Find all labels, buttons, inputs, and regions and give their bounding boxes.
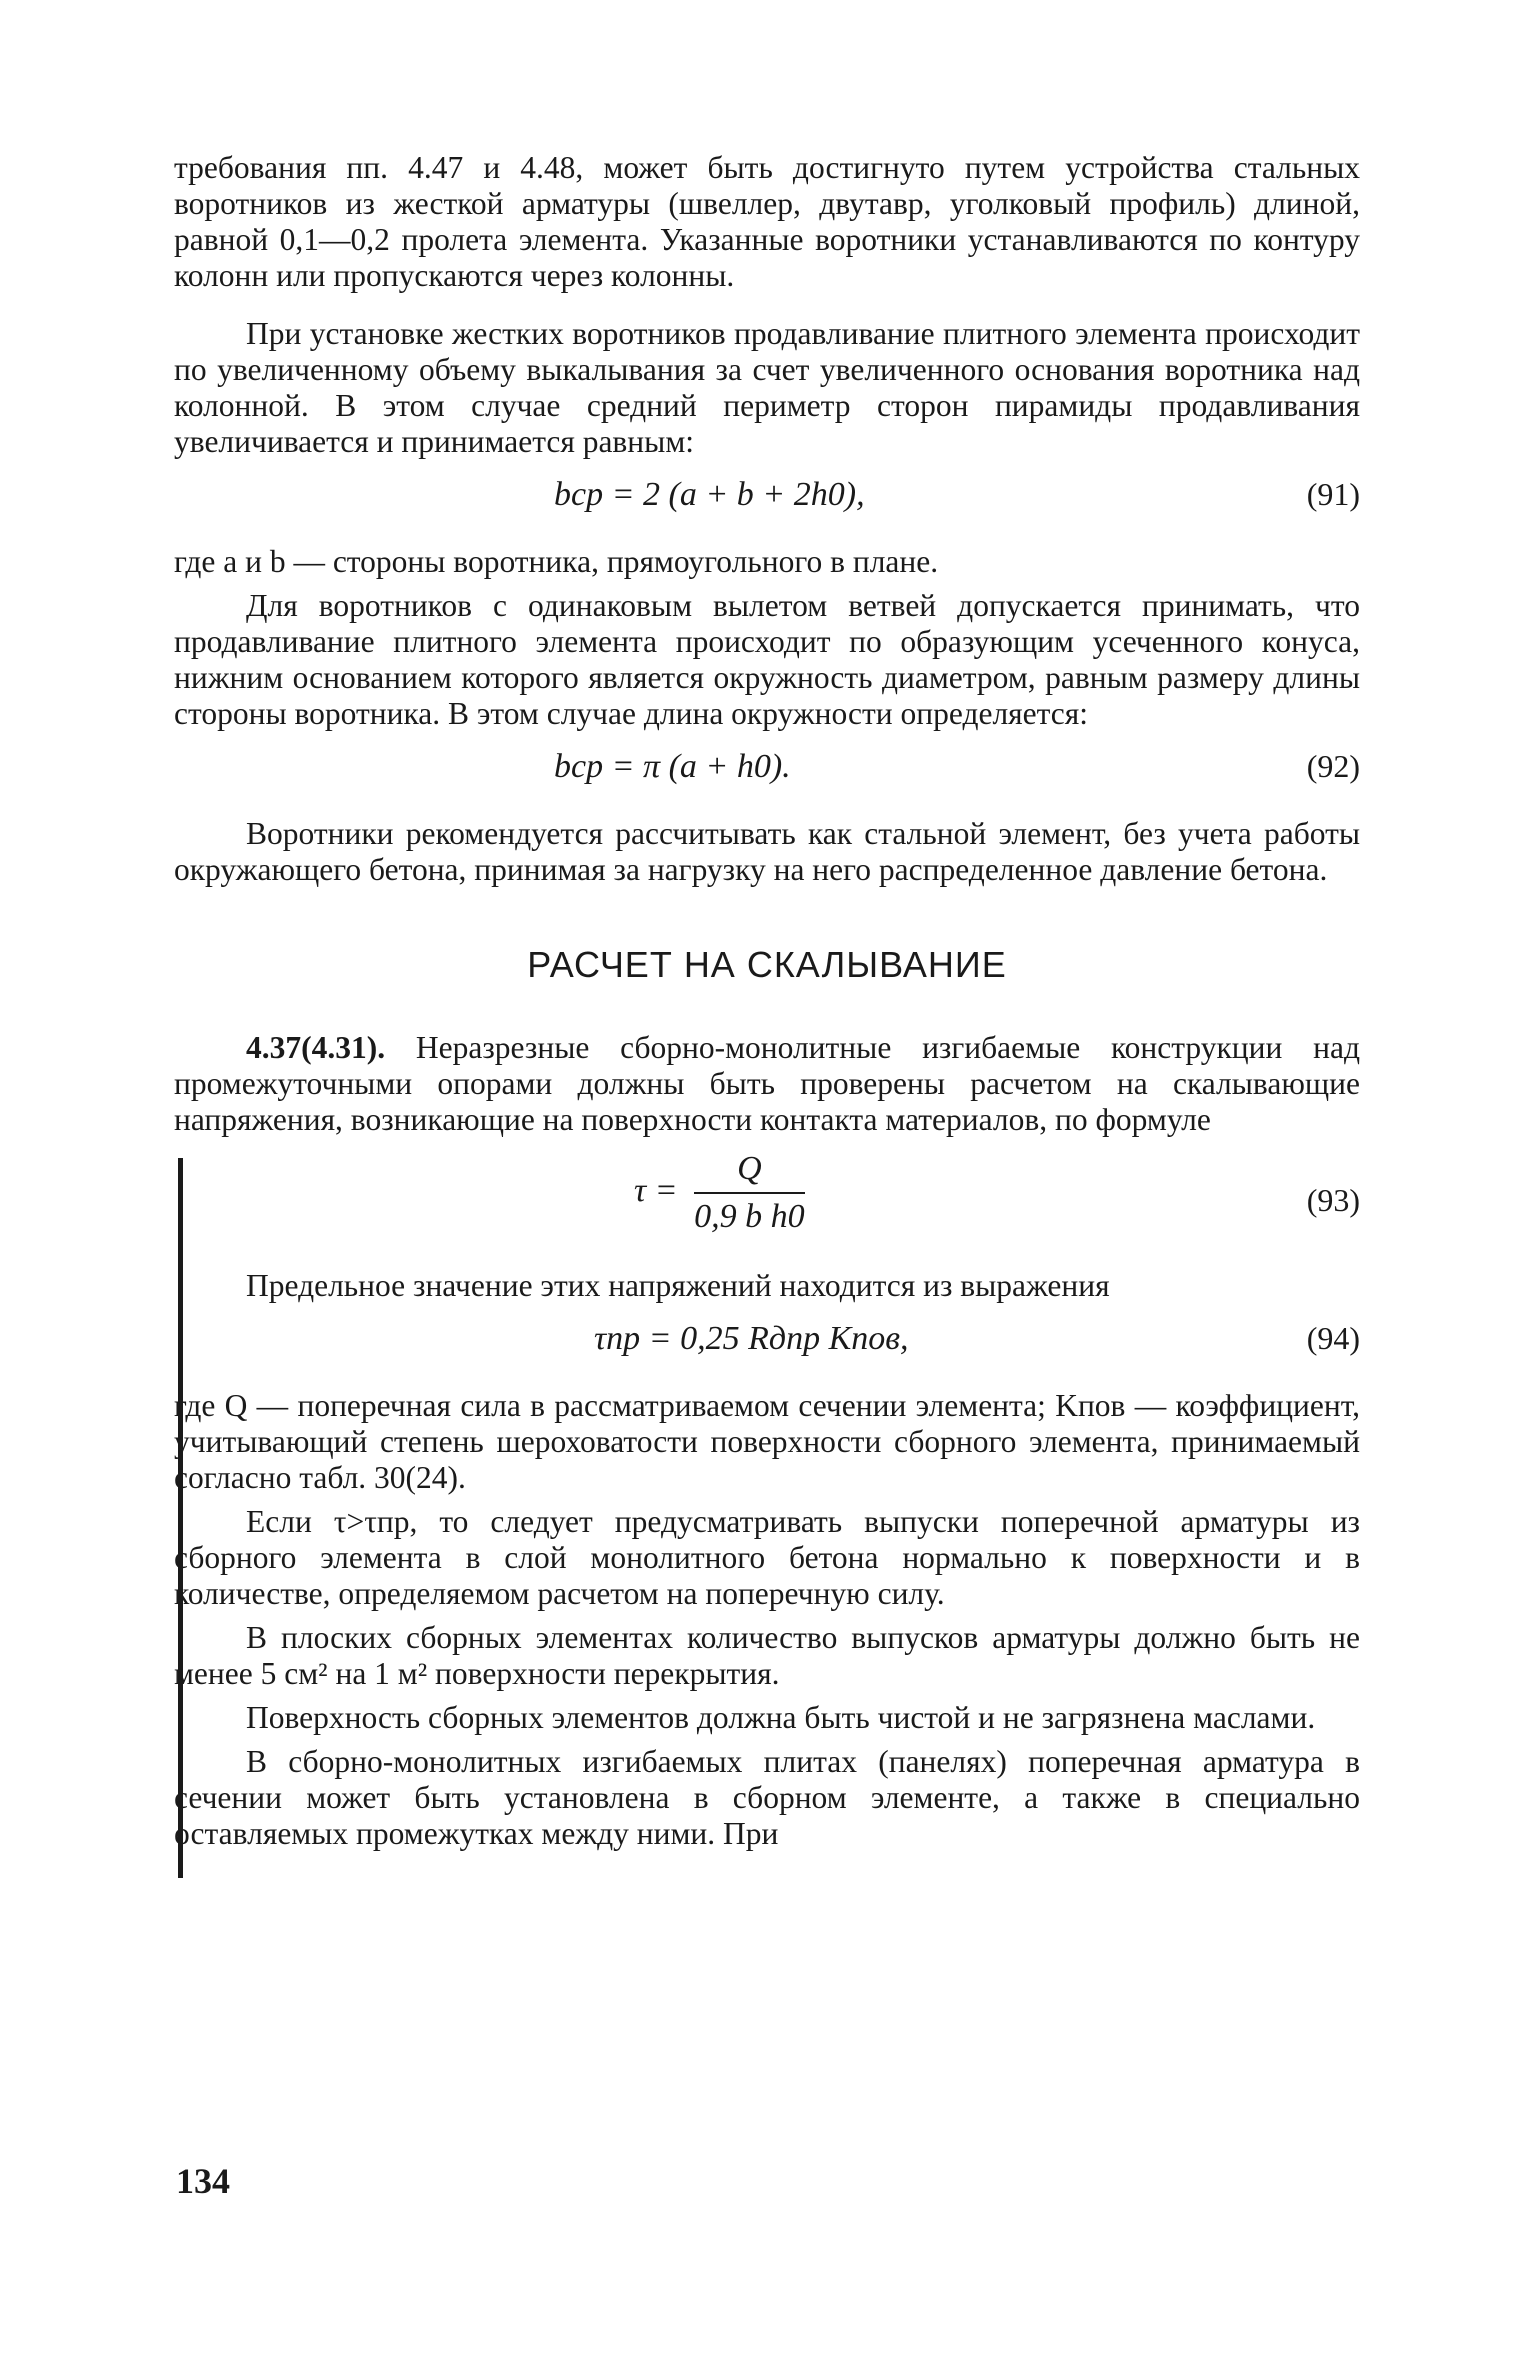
paragraph-10: В плоских сборных элементах количество выпусков арматуры должно быть не менее 5 см² на 1 м² поверхности перекрытия.: [174, 1620, 1360, 1691]
equation-94-formula: τпр = 0,25 Rдпр Kпов,: [594, 1320, 909, 1357]
equation-91-formula: bср = 2 (a + b + 2h0),: [554, 476, 865, 513]
paragraph-8: где Q — поперечная сила в рассматриваемом сечении элемента; Kпов — коэффициент, учитывающий степень шероховатости поверхности сборного элемента, принимаемый согласно табл. 30(24).: [174, 1388, 1360, 1495]
paragraph-12: В сборно-монолитных изгибаемых плитах (панелях) поперечная арматура в сечении может быть установлена в сборном элементе, а также в специально оставляемых промежутках между ними. При: [174, 1744, 1360, 1851]
equation-91-number: (91): [1306, 476, 1360, 512]
paragraph-6: [174, 1030, 1360, 1138]
equation-93: [174, 1146, 1360, 1250]
paragraph-4: Для воротников с одинаковым вылетом ветвей допускается принимать, что продавливание плитного элемента происходит по образующим усеченного конуса, нижним основанием которого является окружность диаметром, равным размеру длины стороны воротника. В этом случае длина окружности определяется:: [174, 588, 1360, 731]
paragraph-3: где a и b — стороны воротника, прямоугольного в плане.: [174, 544, 939, 579]
equation-94-number: (94): [1306, 1320, 1360, 1356]
equation-92-number: (92): [1306, 748, 1360, 784]
equation-92-formula: bср = π (a + h0).: [554, 748, 791, 785]
paragraph-5: Воротники рекомендуется рассчитывать как стальной элемент, без учета работы окружающего бетона, принимая за нагрузку на него распределенное давление бетона.: [174, 816, 1360, 887]
clause-number: 4.37(4.31).: [246, 1030, 386, 1065]
page-body: [174, 150, 1360, 1860]
equation-93-fraction: [694, 1150, 805, 1236]
equation-94: [174, 1312, 1360, 1370]
equation-93-denominator: 0,9 b h0: [694, 1198, 805, 1235]
paragraph-9: Если τ>τпр, то следует предусматривать выпуски поперечной арматуры из сборного элемента в слой монолитного бетона нормально к поверхности и в количестве, определяемом расчетом на поперечную силу.: [174, 1504, 1360, 1611]
page-number: 134: [176, 2161, 230, 2201]
paragraph-7: Предельное значение этих напряжений находится из выражения: [246, 1268, 1110, 1303]
equation-93-lhs: τ =: [634, 1171, 678, 1209]
equation-93-numerator: Q: [694, 1150, 805, 1194]
section-heading: РАСЧЕТ НА СКАЛЫВАНИЕ: [527, 944, 1007, 985]
equation-92: [174, 740, 1360, 798]
paragraph-2: При установке жестких воротников продавливание плитного элемента происходит по увеличенному объему выкалывания за счет увеличенного основания воротника над колонной. В этом случае средний периметр сторон пирамиды продавливания увеличивается и принимается равным:: [174, 316, 1360, 459]
equation-93-number: (93): [1306, 1182, 1360, 1218]
equation-91: [174, 468, 1360, 526]
paragraph-1: требования пп. 4.47 и 4.48, может быть достигнуто путем устройства стальных воротников из жесткой арматуры (швеллер, двутавр, уголковый профиль) длиной, равной 0,1—0,2 пролета элемента. Указанные воротники устанавливаются по контуру колонн или пропускаются через колонны.: [174, 150, 1360, 293]
paragraph-11: Поверхность сборных элементов должна быть чистой и не загрязнена маслами.: [246, 1700, 1316, 1735]
paragraph-6-text: Неразрезные сборно-монолитные изгибаемые конструкции над промежуточными опорами должны быть проверены расчетом на скалывающие напряжения, возникающие на поверхности контакта материалов, по формуле: [174, 1030, 1361, 1137]
